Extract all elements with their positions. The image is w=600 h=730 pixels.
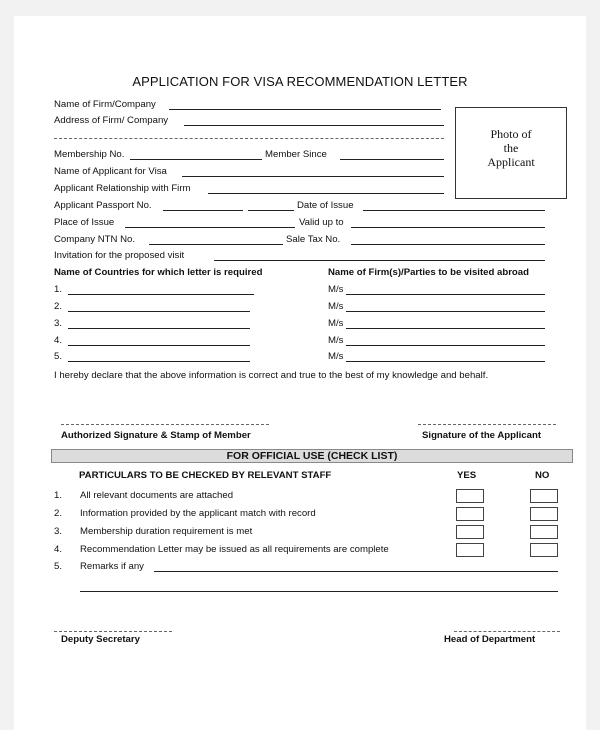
field-valid-up-to[interactable] — [351, 227, 545, 228]
party-prefix-4: M/s — [328, 335, 344, 346]
label-membership-no: Membership No. — [54, 149, 125, 160]
party-field-2[interactable] — [346, 311, 545, 312]
countries-heading: Name of Countries for which letter is required — [54, 267, 263, 278]
applicant-signature-label: Signature of the Applicant — [422, 430, 542, 441]
check-num-1: 1. — [54, 490, 63, 501]
photo-label-2: the — [503, 141, 519, 155]
member-signature-label: Authorized Signature & Stamp of Member — [61, 430, 251, 441]
label-member-since: Member Since — [265, 149, 327, 160]
member-signature-line[interactable] — [61, 424, 269, 425]
field-firm-name[interactable] — [169, 109, 441, 110]
check-text-1: All relevant documents are attached — [80, 490, 234, 501]
no-heading: NO — [535, 470, 550, 481]
declaration-text: I hereby declare that the above information is correct and true to the best of my knowledge and behalf. — [54, 370, 489, 381]
label-company-ntn: Company NTN No. — [54, 234, 136, 245]
check-no-2[interactable] — [530, 507, 558, 521]
check-no-4[interactable] — [530, 543, 558, 557]
country-num-5: 5. — [54, 351, 63, 362]
label-firm-name: Name of Firm/Company — [54, 99, 156, 110]
photo-label-3: Applicant — [487, 155, 535, 169]
remarks-num: 5. — [54, 561, 63, 572]
label-passport-no: Applicant Passport No. — [54, 200, 152, 211]
country-num-4: 4. — [54, 335, 63, 346]
country-field-3[interactable] — [68, 328, 250, 329]
field-passport-no-a[interactable] — [163, 210, 243, 211]
field-company-ntn[interactable] — [149, 244, 283, 245]
check-yes-1[interactable] — [456, 489, 484, 503]
party-prefix-2: M/s — [328, 301, 344, 312]
country-num-1: 1. — [54, 284, 63, 295]
remarks-field-line2[interactable] — [80, 591, 558, 592]
yes-heading: YES — [457, 470, 477, 481]
label-sales-tax-no: Sale Tax No. — [286, 234, 341, 245]
check-text-3: Membership duration requirement is met — [80, 526, 253, 537]
parties-heading: Name of Firm(s)/Parties to be visited abroad — [328, 267, 529, 278]
deputy-signature-line[interactable] — [54, 631, 172, 632]
check-yes-3[interactable] — [456, 525, 484, 539]
party-field-3[interactable] — [346, 328, 545, 329]
country-field-1[interactable] — [68, 294, 254, 295]
form-page — [14, 16, 586, 730]
form-title: APPLICATION FOR VISA RECOMMENDATION LETTER — [132, 74, 468, 89]
photo-box[interactable] — [455, 107, 567, 199]
country-field-5[interactable] — [68, 361, 250, 362]
label-relationship: Applicant Relationship with Firm — [54, 183, 191, 194]
label-date-of-issue: Date of Issue — [297, 200, 354, 211]
label-applicant-name: Name of Applicant for Visa — [54, 166, 167, 177]
party-prefix-3: M/s — [328, 318, 344, 329]
country-field-4[interactable] — [68, 345, 250, 346]
label-valid-up-to: Valid up to — [299, 217, 344, 228]
field-applicant-name[interactable] — [182, 176, 444, 177]
field-relationship[interactable] — [208, 193, 444, 194]
check-no-1[interactable] — [530, 489, 558, 503]
check-no-3[interactable] — [530, 525, 558, 539]
field-place-of-issue[interactable] — [125, 227, 295, 228]
field-sales-tax-no[interactable] — [351, 244, 545, 245]
party-prefix-1: M/s — [328, 284, 344, 295]
check-text-4: Recommendation Letter may be issued as all requirements are complete — [80, 544, 389, 555]
remarks-label: Remarks if any — [80, 561, 144, 572]
party-prefix-5: M/s — [328, 351, 344, 362]
field-firm-address[interactable] — [184, 125, 444, 126]
field-member-since[interactable] — [340, 159, 444, 160]
check-yes-4[interactable] — [456, 543, 484, 557]
country-num-2: 2. — [54, 301, 63, 312]
party-field-5[interactable] — [346, 361, 545, 362]
deputy-secretary-label: Deputy Secretary — [61, 634, 140, 645]
check-num-2: 2. — [54, 508, 63, 519]
party-field-1[interactable] — [346, 294, 545, 295]
head-signature-line[interactable] — [454, 631, 560, 632]
field-firm-address-line2[interactable] — [54, 138, 444, 139]
head-of-department-label: Head of Department — [444, 634, 536, 645]
official-use-band: FOR OFFICIAL USE (CHECK LIST) — [51, 449, 573, 463]
check-num-3: 3. — [54, 526, 63, 537]
country-num-3: 3. — [54, 318, 63, 329]
field-passport-no-b[interactable] — [248, 210, 294, 211]
remarks-field[interactable] — [154, 571, 558, 572]
label-place-of-issue: Place of Issue — [54, 217, 115, 228]
check-text-2: Information provided by the applicant match with record — [80, 508, 316, 519]
check-yes-2[interactable] — [456, 507, 484, 521]
party-field-4[interactable] — [346, 345, 545, 346]
country-field-2[interactable] — [68, 311, 250, 312]
label-invitation: Invitation for the proposed visit — [54, 250, 185, 261]
check-num-4: 4. — [54, 544, 63, 555]
particulars-heading: PARTICULARS TO BE CHECKED BY RELEVANT STAFF — [79, 470, 332, 481]
label-firm-address: Address of Firm/ Company — [54, 115, 169, 126]
field-date-of-issue[interactable] — [363, 210, 545, 211]
applicant-signature-line[interactable] — [418, 424, 556, 425]
photo-label-1: Photo of — [490, 127, 532, 141]
field-membership-no[interactable] — [130, 159, 262, 160]
field-invitation[interactable] — [214, 260, 545, 261]
